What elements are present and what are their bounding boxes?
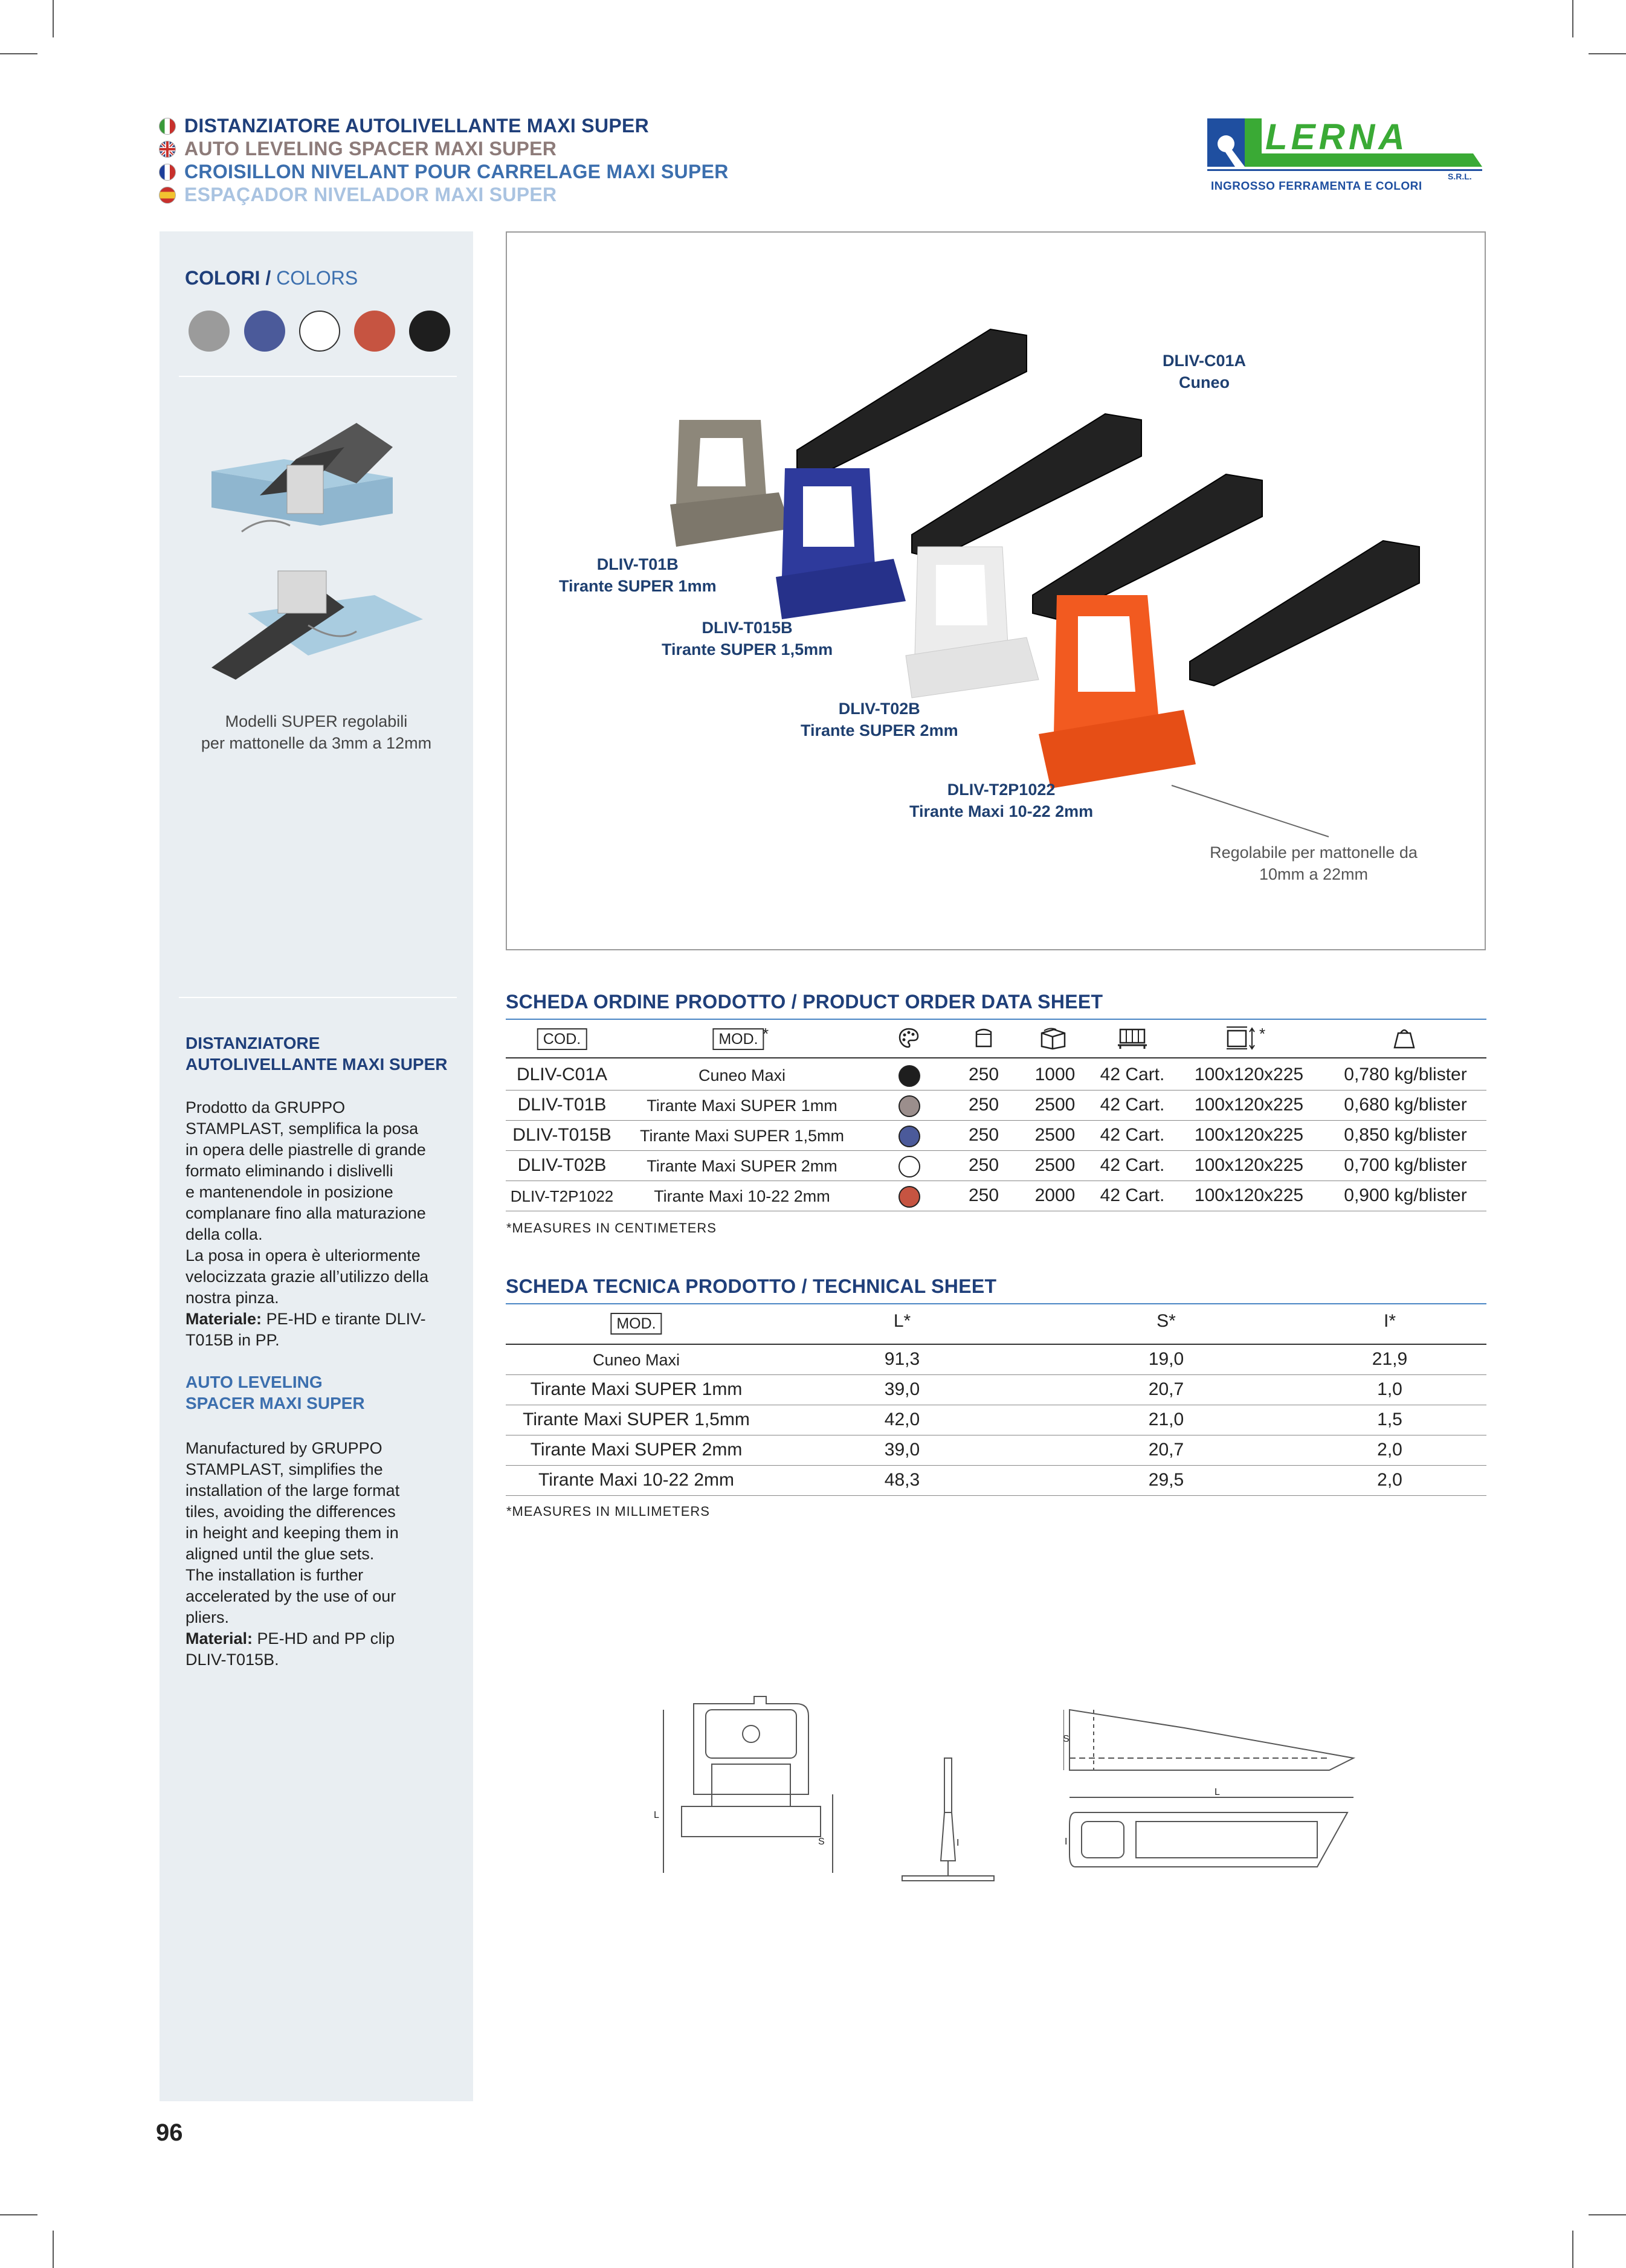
color-swatch-blue — [244, 311, 285, 352]
crop-mark — [1589, 53, 1626, 54]
tech-cell-l: 39,0 — [884, 1379, 920, 1399]
crop-mark — [0, 53, 37, 54]
it-line: Prodotto da GRUPPO — [186, 1098, 346, 1116]
order-cell-qty-box: 1000 — [1034, 1065, 1076, 1084]
callout-code: DLIV-T02B — [838, 700, 920, 718]
tech-cell-s: 21,0 — [1148, 1409, 1184, 1429]
crop-mark — [1572, 0, 1573, 37]
callout-name: Cuneo — [1179, 373, 1230, 391]
drawing-label-l: L — [654, 1810, 659, 1820]
dimensions-icon — [1224, 1025, 1258, 1051]
order-cell-dimensions: 100x120x225 — [1194, 1185, 1304, 1205]
drawing-label-s2: S — [1063, 1734, 1069, 1744]
tech-cell-i: 2,0 — [1377, 1440, 1402, 1460]
france-flag-icon — [159, 164, 176, 181]
italy-flag-icon — [159, 118, 176, 135]
logo-suffix: S.R.L. — [1448, 172, 1472, 181]
models-caption-line: Modelli SUPER regolabili — [225, 712, 408, 730]
tech-cell-i: 2,0 — [1377, 1470, 1402, 1490]
en-line: accelerated by the use of our — [186, 1587, 396, 1605]
order-row-rule — [506, 1150, 1486, 1151]
col-mod-asterisk: * — [763, 1025, 769, 1043]
tech-cell-i: 1,0 — [1377, 1379, 1402, 1399]
it-heading-line: DISTANZIATORE — [186, 1034, 320, 1052]
it-line: STAMPLAST, semplifica la posa — [186, 1120, 419, 1138]
order-color-dot — [898, 1065, 920, 1087]
tech-cell-mod: Tirante Maxi SUPER 1,5mm — [523, 1409, 750, 1429]
it-heading-line: AUTOLIVELLANTE MAXI SUPER — [186, 1055, 448, 1074]
order-cell-pallet: 42 Cart. — [1100, 1125, 1165, 1145]
it-line: velocizzata grazie all’utilizzo della — [186, 1268, 429, 1286]
order-header-rule — [506, 1057, 1486, 1058]
order-cell-qty-box: 2500 — [1034, 1125, 1076, 1145]
order-cell-pallet: 42 Cart. — [1100, 1155, 1165, 1175]
callout-code: DLIV-C01A — [1163, 352, 1247, 370]
callout-name: Tirante SUPER 1,5mm — [662, 640, 833, 659]
callout-name: Tirante Maxi 10-22 2mm — [909, 802, 1094, 820]
order-cell-cod: DLIV-T2P1022 — [510, 1187, 614, 1205]
title-it — [159, 115, 649, 137]
order-cell-dimensions: 100x120x225 — [1194, 1095, 1304, 1115]
order-cell-cod: DLIV-T02B — [517, 1155, 607, 1175]
en-line: in height and keeping them in — [186, 1524, 399, 1542]
order-cell-pallet: 42 Cart. — [1100, 1095, 1165, 1115]
drawing-label-s: S — [818, 1837, 825, 1847]
order-cell-qty-blister: 250 — [968, 1125, 999, 1145]
colors-heading-it: COLORI / — [185, 267, 271, 289]
callout-code: DLIV-T2P1022 — [947, 781, 1056, 799]
order-cell-mod: Tirante Maxi SUPER 2mm — [647, 1157, 837, 1175]
en-material-label: Material: — [186, 1629, 253, 1648]
box-icon — [1038, 1026, 1068, 1050]
order-cell-pallet: 42 Cart. — [1100, 1185, 1165, 1205]
order-sheet-title: SCHEDA ORDINE PRODOTTO / PRODUCT ORDER DATA SHEET — [506, 991, 1103, 1013]
drawing-label-i2: I — [1065, 1837, 1068, 1847]
tech-note: *MEASURES IN MILLIMETERS — [506, 1504, 710, 1519]
it-heading — [186, 1033, 448, 1075]
color-swatch-black — [409, 311, 450, 352]
callout-dliv-t2p1022 — [909, 779, 1093, 822]
it-line: T015B in PP. — [186, 1331, 280, 1349]
lerna-logo — [1207, 118, 1482, 196]
page-number: 96 — [156, 2119, 183, 2146]
it-line: in opera delle piastrelle di grande — [186, 1141, 426, 1159]
tech-sheet-title: SCHEDA TECNICA PRODOTTO / TECHNICAL SHEET — [506, 1275, 997, 1297]
order-cell-weight: 0,700 kg/blister — [1344, 1155, 1467, 1175]
colors-heading — [185, 267, 358, 289]
en-material-value: PE-HD and PP clip — [253, 1629, 395, 1648]
color-swatch-white — [299, 311, 340, 352]
it-line: nostra pinza. — [186, 1289, 279, 1307]
en-line: installation of the large format — [186, 1481, 400, 1500]
it-line: della colla. — [186, 1225, 263, 1243]
tech-cell-mod: Tirante Maxi SUPER 2mm — [530, 1440, 743, 1460]
callout-code: DLIV-T015B — [702, 619, 793, 637]
title-fr-text: CROISILLON NIVELANT POUR CARRELAGE MAXI SUPER — [184, 161, 729, 182]
tech-row-rule — [506, 1374, 1486, 1375]
order-cell-cod: DLIV-T01B — [517, 1095, 607, 1115]
callout-dliv-c01a — [1163, 350, 1246, 393]
en-line: DLIV-T015B. — [186, 1651, 279, 1669]
order-color-dot — [898, 1156, 920, 1177]
order-color-dot — [898, 1186, 920, 1208]
color-swatch-orange — [354, 311, 395, 352]
tech-sheet-rule — [506, 1303, 1486, 1304]
dim-asterisk: * — [1259, 1025, 1266, 1043]
order-cell-cod: DLIV-T015B — [512, 1125, 611, 1145]
sidebar-divider — [179, 997, 457, 998]
tech-row-rule — [506, 1465, 1486, 1466]
tech-cell-mod: Cuneo Maxi — [592, 1351, 680, 1369]
order-row-rule — [506, 1120, 1486, 1121]
order-color-dot — [898, 1095, 920, 1117]
tech-cell-l: 42,0 — [884, 1409, 920, 1429]
tech-cell-mod: Tirante Maxi SUPER 1mm — [530, 1379, 743, 1399]
clip-side-drawing — [897, 1752, 1000, 1885]
product-photo-frame — [506, 231, 1486, 950]
en-heading-line: SPACER MAXI SUPER — [186, 1394, 365, 1413]
order-cell-dimensions: 100x120x225 — [1194, 1155, 1304, 1175]
order-cell-mod: Tirante Maxi SUPER 1mm — [647, 1097, 837, 1115]
order-note: *MEASURES IN CENTIMETERS — [506, 1220, 717, 1235]
order-sheet-rule — [506, 1019, 1486, 1020]
order-cell-pallet: 42 Cart. — [1100, 1065, 1165, 1084]
uk-flag-icon — [159, 141, 176, 158]
models-caption — [160, 710, 473, 754]
title-it-text: DISTANZIATORE AUTOLIVELLANTE MAXI SUPER — [184, 115, 650, 137]
tech-cell-s: 29,5 — [1148, 1470, 1184, 1490]
crop-mark — [1572, 2231, 1573, 2268]
order-cell-qty-box: 2500 — [1034, 1095, 1076, 1115]
crop-mark — [0, 2214, 37, 2215]
spain-flag-icon — [159, 187, 176, 204]
adjustable-note-line: 10mm a 22mm — [1259, 865, 1369, 883]
callout-code: DLIV-T01B — [596, 555, 679, 573]
col-mod-label: MOD. — [712, 1028, 764, 1050]
order-cell-weight: 0,680 kg/blister — [1344, 1095, 1467, 1115]
tech-col-s: S* — [1157, 1311, 1176, 1331]
en-line: STAMPLAST, simplifies the — [186, 1460, 383, 1478]
order-cell-weight: 0,780 kg/blister — [1344, 1065, 1467, 1084]
it-material-label: Materiale: — [186, 1310, 262, 1328]
color-swatch-grey — [189, 311, 230, 352]
en-line: The installation is further — [186, 1566, 364, 1584]
en-line: aligned until the glue sets. — [186, 1545, 375, 1563]
blister-icon — [973, 1027, 995, 1049]
tech-cell-s: 20,7 — [1148, 1379, 1184, 1399]
drawing-label-l2: L — [1215, 1787, 1220, 1797]
logo-tagline: INGROSSO FERRAMENTA E COLORI — [1211, 180, 1422, 193]
crop-mark — [53, 2231, 54, 2268]
models-caption-line: per mattonelle da 3mm a 12mm — [201, 734, 432, 752]
order-cell-qty-blister: 250 — [968, 1155, 999, 1175]
order-cell-mod: Cuneo Maxi — [698, 1066, 786, 1084]
tech-cell-l: 48,3 — [884, 1470, 920, 1490]
order-cell-mod: Tirante Maxi SUPER 1,5mm — [639, 1127, 845, 1145]
adjustable-note-line: Regolabile per mattonelle da — [1210, 843, 1418, 862]
callout-dliv-t01b — [559, 553, 717, 597]
order-cell-weight: 0,900 kg/blister — [1344, 1185, 1467, 1205]
order-color-dot — [898, 1126, 920, 1147]
tech-header-rule — [506, 1344, 1486, 1345]
callout-name: Tirante SUPER 1mm — [559, 577, 717, 595]
tech-col-i: I* — [1383, 1311, 1396, 1331]
tech-cell-mod: Tirante Maxi 10-22 2mm — [538, 1470, 734, 1490]
callout-name: Tirante SUPER 2mm — [801, 721, 958, 739]
crop-mark — [53, 0, 54, 37]
order-cell-qty-box: 2000 — [1034, 1185, 1076, 1205]
clip-front-drawing — [651, 1692, 845, 1885]
drawing-label-i: I — [957, 1838, 960, 1848]
adjustable-note — [1190, 842, 1437, 885]
order-cell-dimensions: 100x120x225 — [1194, 1065, 1304, 1084]
order-row-rule — [506, 1090, 1486, 1091]
en-line: Manufactured by GRUPPO — [186, 1439, 382, 1457]
spacer-install-illustration — [199, 423, 405, 556]
tech-col-mod-label: MOD. — [610, 1313, 662, 1335]
title-es — [159, 184, 557, 206]
order-cell-qty-blister: 250 — [968, 1185, 999, 1205]
pallet-icon — [1117, 1026, 1148, 1050]
col-cod-label: COD. — [537, 1028, 587, 1050]
tech-cell-i: 21,9 — [1372, 1349, 1408, 1369]
order-cell-weight: 0,850 kg/blister — [1344, 1125, 1467, 1145]
callout-dliv-t015b — [662, 617, 833, 660]
colors-heading-en: COLORS — [276, 267, 358, 289]
title-fr — [159, 161, 729, 183]
order-cell-qty-box: 2500 — [1034, 1155, 1076, 1175]
order-cell-dimensions: 100x120x225 — [1194, 1125, 1304, 1145]
it-line: e mantenendole in posizione — [186, 1183, 393, 1201]
title-en — [159, 138, 557, 160]
en-heading-line: AUTO LEVELING — [186, 1373, 323, 1391]
it-line: formato eliminando i dislivelli — [186, 1162, 393, 1180]
it-material-value: PE-HD e tirante DLIV- — [262, 1310, 426, 1328]
callout-dliv-t02b — [801, 698, 958, 741]
title-es-text: ESPAÇADOR NIVELADOR MAXI SUPER — [184, 184, 557, 205]
tech-cell-s: 19,0 — [1148, 1349, 1184, 1369]
en-material — [186, 1628, 451, 1649]
palette-icon — [898, 1027, 920, 1049]
order-cell-mod: Tirante Maxi 10-22 2mm — [654, 1187, 830, 1205]
order-cell-qty-blister: 250 — [968, 1065, 999, 1084]
tech-cell-i: 1,5 — [1377, 1409, 1402, 1429]
it-line: La posa in opera è ulteriormente — [186, 1246, 421, 1264]
order-cell-cod: DLIV-C01A — [516, 1065, 608, 1084]
crop-mark — [1589, 2214, 1626, 2215]
sidebar-divider — [179, 376, 457, 377]
en-description — [186, 1438, 451, 1670]
tech-cell-l: 39,0 — [884, 1440, 920, 1460]
tech-col-l: L* — [893, 1311, 911, 1331]
logo-wordmark: LERNA — [1265, 117, 1408, 157]
title-en-text: AUTO LEVELING SPACER MAXI SUPER — [184, 138, 557, 159]
tech-row-rule — [506, 1495, 1486, 1496]
en-line: tiles, avoiding the differences — [186, 1503, 396, 1521]
weight-icon — [1390, 1026, 1419, 1050]
it-material — [186, 1309, 451, 1330]
en-heading — [186, 1371, 365, 1414]
it-description — [186, 1097, 451, 1351]
it-line: complanare fino alla maturazione — [186, 1204, 426, 1222]
order-cell-qty-blister: 250 — [968, 1095, 999, 1115]
en-line: pliers. — [186, 1608, 230, 1626]
tech-cell-s: 20,7 — [1148, 1440, 1184, 1460]
tech-cell-l: 91,3 — [884, 1349, 920, 1369]
